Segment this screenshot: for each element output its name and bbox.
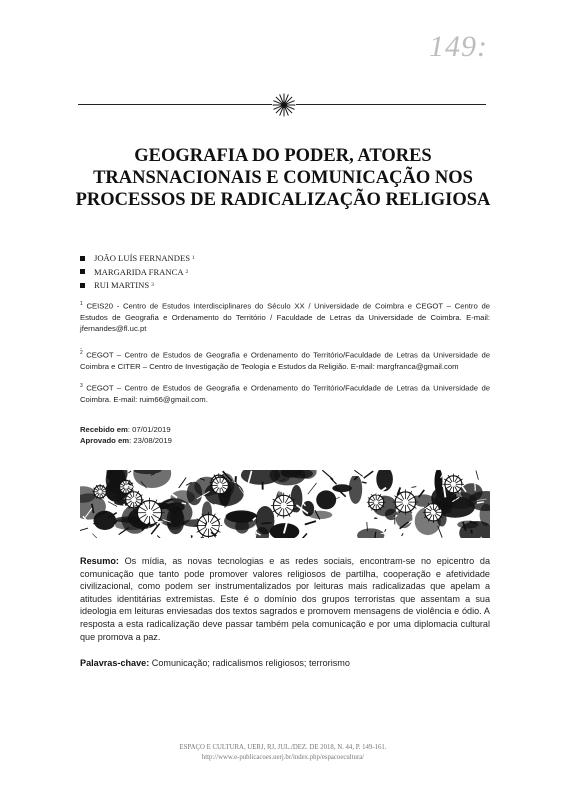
page-number: 149: [429, 30, 488, 63]
affiliation-text: CEIS20 - Centro de Estudos Interdisciplinares do Século XX / Universidade de Coimbra e CEGOT – Centro de Estudos de Geografia e Ordenamento do Território / Faculdade de Letras da Universidade de Coimbra. E-mail: jfernandes@fl.uc.pt [80, 301, 490, 333]
affiliation-3 [80, 381, 490, 405]
author-item [80, 266, 500, 278]
author-item [80, 279, 500, 291]
decorative-engraving-banner [80, 470, 490, 538]
keywords-text: Comunicação; radicalismos religiosos; terrorismo [149, 658, 350, 668]
journal-footer [60, 743, 506, 763]
abstract-label: Resumo: [80, 556, 119, 566]
title-line: GEOGRAFIA DO PODER, ATORES [134, 146, 432, 166]
article-title [60, 145, 506, 211]
abstract-text: Os mídia, as novas tecnologias e as redes sociais, encontram-se no epicentro da comunicação que tanto pode promover valores religiosos de partilha, cooperação e afetividade civilizacional, como podem ser instrumentalizados por leituras mais radicalizadas que apelam a atitudes identitárias extremistas. Este é o domínio dos grupos terroristas que assentam a sua ideologia em leituras enviesadas dos textos sagrados e promovem mensagens de violência e ódio. A resposta a esta radicalização deve passar também pela comunicação e por uma diplomacia cultural que promova a paz. [80, 556, 490, 642]
square-bullet-icon [80, 283, 85, 288]
author-name: JOÃO LUÍS FERNANDES [94, 253, 190, 263]
square-bullet-icon [80, 256, 85, 261]
author-mark: 3 [151, 282, 154, 288]
affiliation-2 [80, 348, 490, 372]
square-bullet-icon [80, 269, 85, 274]
author-name: MARGARIDA FRANCA [94, 266, 184, 277]
citation-line: ESPAÇO E CULTURA, UERJ, RJ, JUL./DEZ. DE 2018, N. 44, P. 149-161. [179, 744, 387, 751]
title-line: TRANSNACIONAIS E COMUNICAÇÃO NOS [93, 168, 473, 188]
banner-illustration [80, 470, 490, 538]
dot-separator: . [80, 342, 83, 351]
title-line: PROCESSOS DE RADICALIZAÇÃO RELIGIOSA [75, 190, 491, 210]
affiliation-mark: 2 [80, 350, 83, 356]
sunburst-ornament-icon [272, 93, 296, 117]
affiliation-1 [80, 299, 490, 334]
affiliation-text: CEGOT – Centro de Estudos de Geografia e Ordenamento do Território/Faculdade de Letras da Universidade de Coimbra. E-mail: ruim66@gmail.com. [80, 383, 490, 404]
affiliation-mark: 1 [80, 301, 83, 307]
submission-dates [80, 424, 172, 446]
approved-date: Aprovado em: 23/08/2019 [80, 436, 172, 445]
author-mark: 2 [185, 268, 189, 275]
affiliation-mark: 3 [80, 383, 83, 389]
author-item [80, 252, 500, 264]
author-name: RUI MARTINS [94, 280, 150, 290]
abstract [80, 555, 490, 643]
journal-url[interactable]: http://www.e-publicacoes.uerj.br/index.php/espacoecultura/ [201, 754, 365, 761]
keywords [80, 657, 490, 670]
keywords-label: Palavras-chave: [80, 658, 150, 668]
received-date: Recebido em: 07/01/2019 [80, 425, 171, 434]
affiliation-text: CEGOT – Centro de Estudos de Geografia e Ordenamento do Território/Faculdade de Letras da Universidade de Coimbra e CITER – Centro de Investigação de Teologia e Estudos da Religião. E-mail: margfranca@gmail.com [80, 350, 490, 371]
author-list [80, 252, 500, 293]
author-mark: 1 [191, 255, 195, 261]
